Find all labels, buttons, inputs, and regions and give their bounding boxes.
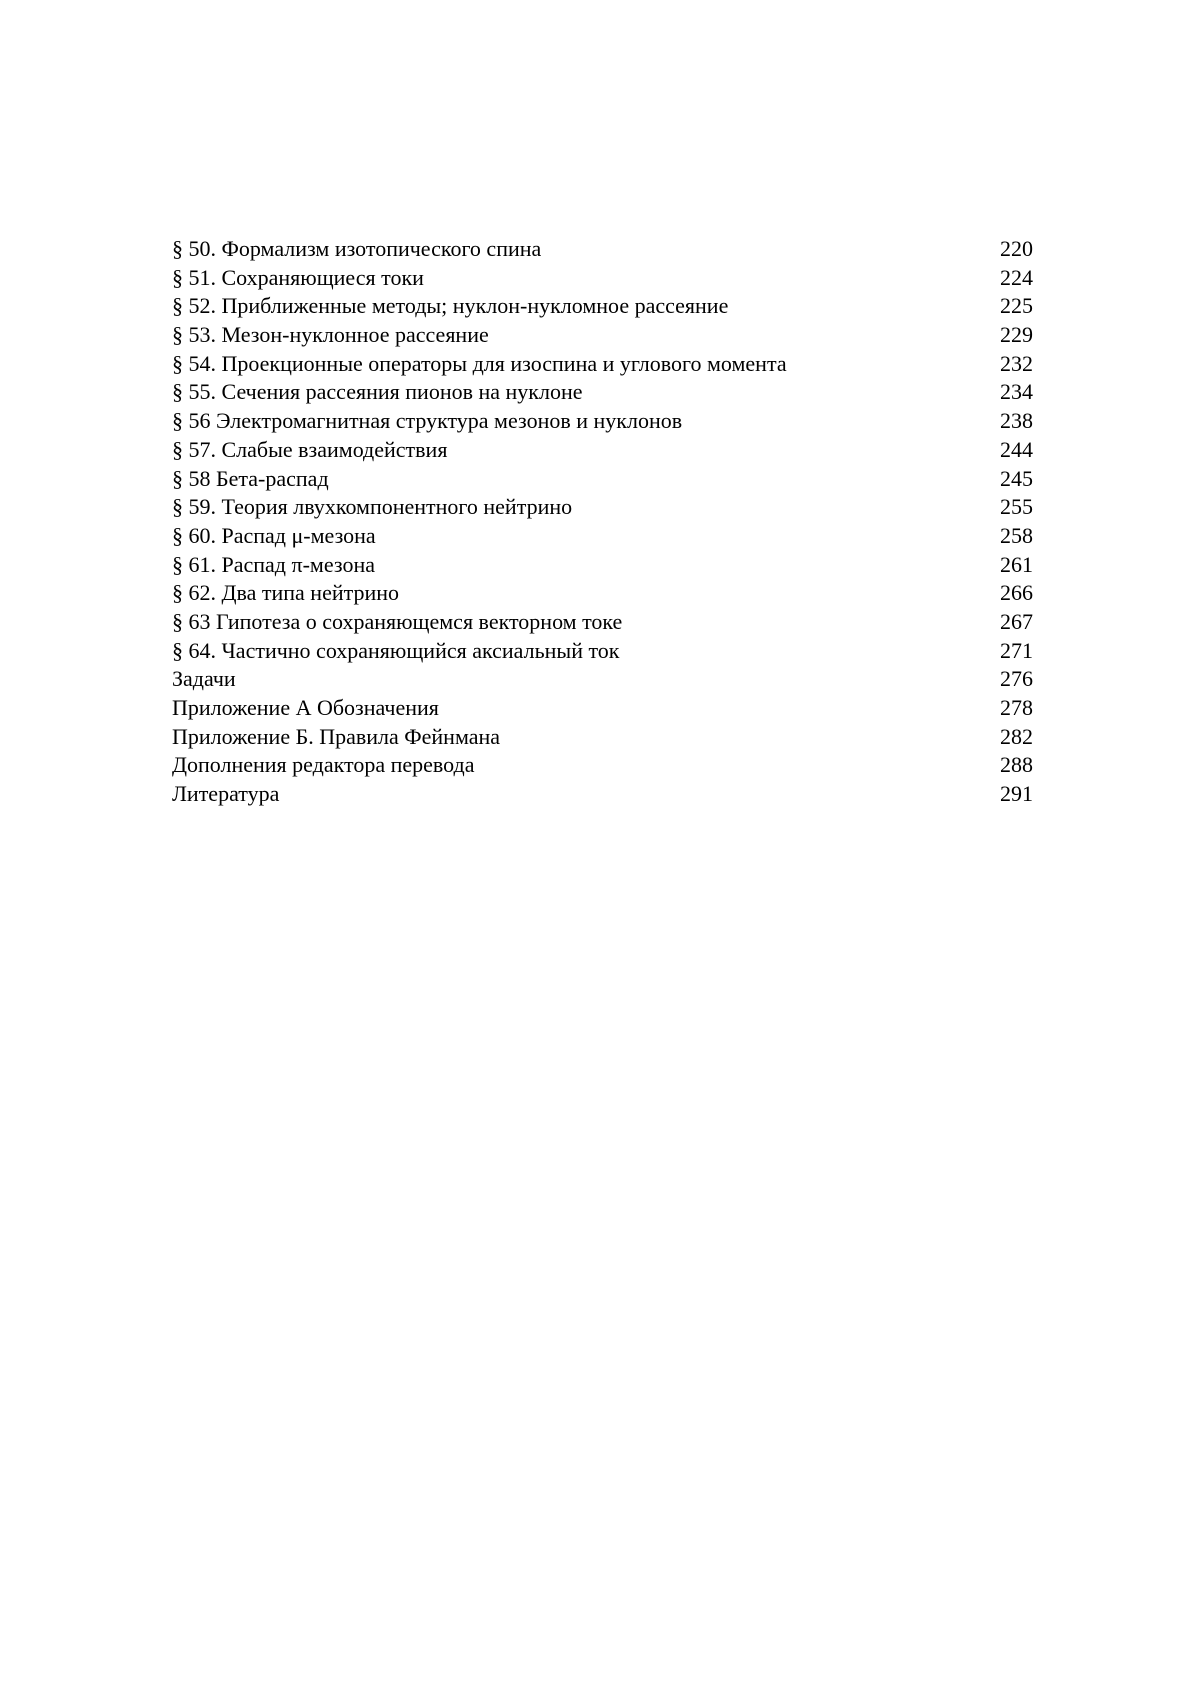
toc-entry-page: 224 bbox=[1000, 264, 1033, 290]
toc-entry-page: 255 bbox=[1000, 494, 1033, 520]
toc-entry-title: § 54. Проекционные операторы для изоспина и углового момента bbox=[172, 350, 787, 376]
toc-entry-page: 288 bbox=[1000, 752, 1033, 778]
toc-entry-title: § 59. Теория лвухкомпонентного нейтрино bbox=[172, 494, 573, 520]
toc-entry-page: 245 bbox=[1000, 465, 1033, 491]
toc-entry-title: § 57. Слабые взаимодействия bbox=[172, 436, 448, 462]
toc-entry bbox=[172, 780, 1033, 809]
toc-entry bbox=[172, 264, 1033, 293]
toc-entry-title: § 55. Сечения рассеяния пионов на нуклоне bbox=[172, 379, 583, 405]
toc-entry bbox=[172, 350, 1033, 379]
toc-entry-page: 266 bbox=[1000, 580, 1033, 606]
toc-entry bbox=[172, 407, 1033, 436]
toc-entry-title: § 63 Гипотеза о сохраняющемся векторном токе bbox=[172, 608, 623, 634]
toc-entry-title: § 50. Формализм изотопического спина bbox=[172, 236, 542, 261]
toc-entry-title: Приложение А Обозначения bbox=[172, 695, 439, 720]
toc-entry-page: 278 bbox=[1000, 695, 1033, 720]
toc-entry bbox=[172, 292, 1033, 321]
toc-entry-page: 220 bbox=[1000, 236, 1033, 261]
toc-entry bbox=[172, 493, 1033, 522]
toc-entry bbox=[172, 694, 1033, 723]
toc-entry bbox=[172, 522, 1033, 551]
toc-entry-page: 229 bbox=[1000, 322, 1033, 348]
toc-entry bbox=[172, 751, 1033, 780]
toc-entry bbox=[172, 637, 1033, 666]
toc-entry-page: 291 bbox=[1000, 781, 1033, 807]
toc-entry-page: 276 bbox=[1000, 666, 1033, 692]
toc-entry-page: 244 bbox=[1000, 436, 1033, 462]
toc-entry-title: § 51. Сохраняющиеся токи bbox=[172, 264, 424, 290]
toc-entry-title: § 61. Распад π-мезона bbox=[172, 551, 375, 577]
toc-entry bbox=[172, 665, 1033, 694]
toc-entry-title: § 58 Бета-распад bbox=[172, 465, 329, 491]
toc-entry-title: Дополнения редактора перевода bbox=[172, 752, 475, 778]
toc-entry-page: 258 bbox=[1000, 522, 1033, 548]
toc-entry-page: 232 bbox=[1000, 350, 1033, 376]
toc-entry-page: 267 bbox=[1000, 608, 1033, 634]
table-of-contents bbox=[172, 235, 1033, 809]
toc-entry bbox=[172, 579, 1033, 608]
toc-entry-page: 271 bbox=[1000, 637, 1033, 663]
toc-entry-title: Литература bbox=[172, 781, 280, 807]
toc-entry bbox=[172, 608, 1033, 637]
toc-entry bbox=[172, 378, 1033, 407]
toc-entry bbox=[172, 551, 1033, 580]
toc-entry-title: § 60. Распад μ-мезона bbox=[172, 522, 376, 548]
toc-entry-page: 225 bbox=[1000, 293, 1033, 319]
toc-entry bbox=[172, 321, 1033, 350]
toc-entry-page: 282 bbox=[1000, 723, 1033, 749]
toc-entry-page: 234 bbox=[1000, 379, 1033, 405]
toc-entry-title: § 56 Электромагнитная структура мезонов и нуклонов bbox=[172, 408, 683, 434]
toc-entry-page: 261 bbox=[1000, 551, 1033, 577]
toc-entry-title: § 53. Мезон-нуклонное рассеяние bbox=[172, 322, 489, 348]
toc-entry-title: § 64. Частично сохраняющийся аксиальный ток bbox=[172, 637, 620, 663]
toc-entry bbox=[172, 465, 1033, 494]
toc-entry bbox=[172, 235, 1033, 264]
toc-entry bbox=[172, 436, 1033, 465]
toc-entry-title: Задачи bbox=[172, 666, 236, 692]
toc-entry-title: § 52. Приближенные методы; нуклон-нукломное рассеяние bbox=[172, 293, 729, 319]
toc-entry-title: § 62. Два типа нейтрино bbox=[172, 580, 400, 606]
toc-entry-page: 238 bbox=[1000, 408, 1033, 434]
toc-entry bbox=[172, 723, 1033, 752]
toc-entry-title: Приложение Б. Правила Фейнмана bbox=[172, 723, 501, 749]
